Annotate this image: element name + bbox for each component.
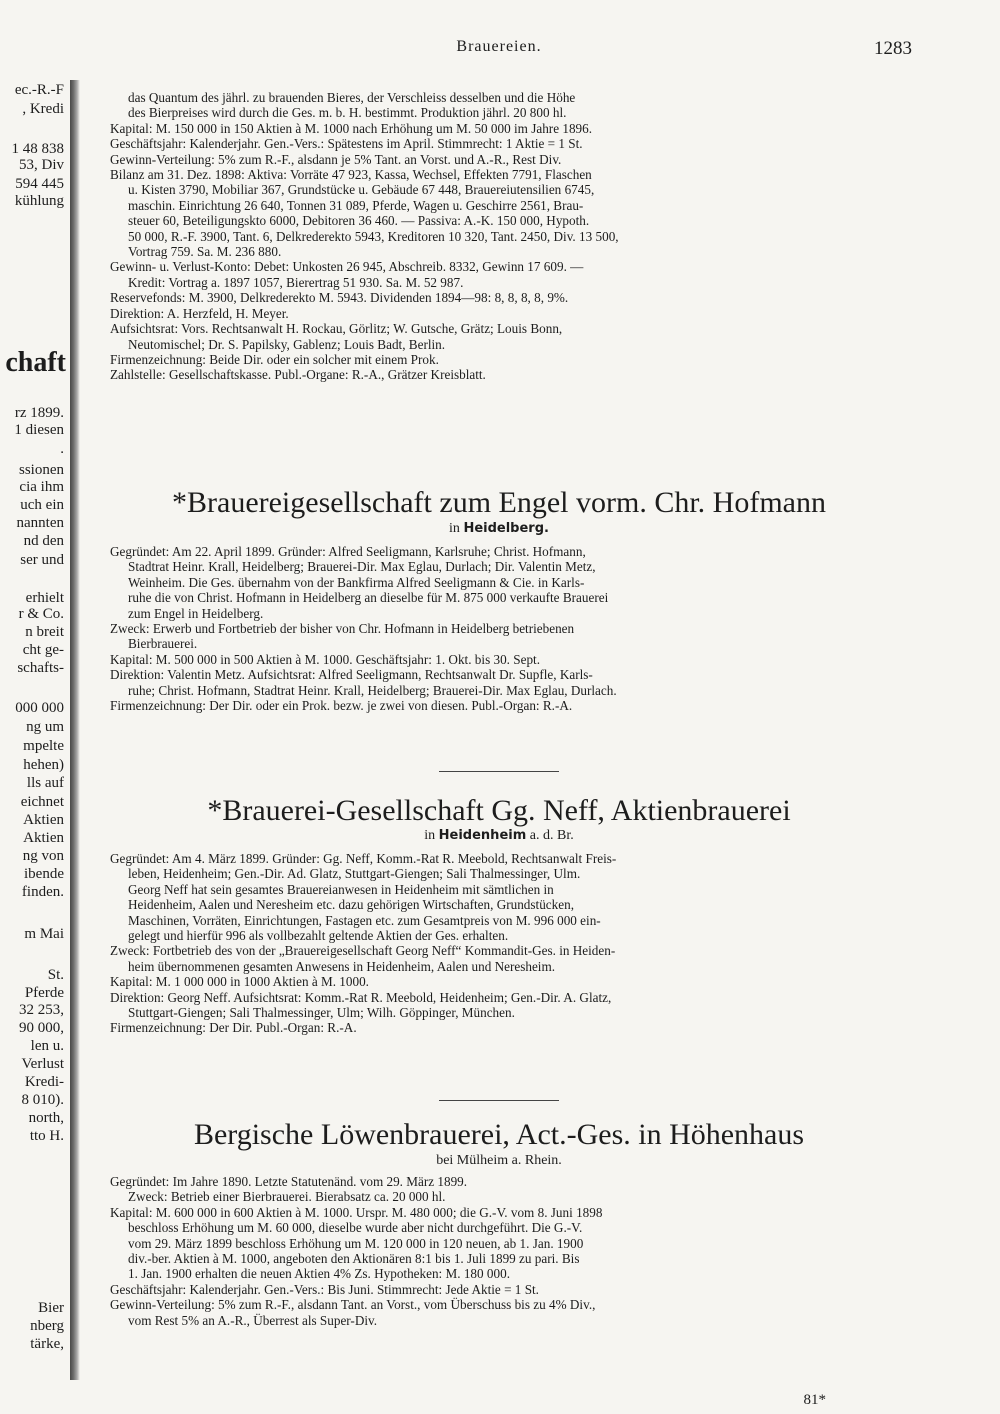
text-line: 50 000, R.-F. 3900, Tant. 6, Delkrederekto 5943, Kreditoren 10 320, Tant. 2450, Div. 13 500, [128, 228, 619, 244]
location-neff: in Heidenheim a. d. Br. [424, 828, 574, 843]
margin-fragment: ec.-R.-F [14, 82, 64, 98]
margin-fragment: St. [47, 967, 64, 983]
text-line: 1. Jan. 1900 erhalten die neuen Aktien 4% Zs. Hypotheken: M. 180 000. [128, 1266, 510, 1282]
binding-gutter [70, 80, 80, 1380]
text-line: Neutomischel; Dr. S. Papilsky, Gablenz; Louis Badt, Berlin. [128, 336, 446, 352]
running-head-title: Brauereien. [456, 38, 542, 55]
margin-fragment: n breit [25, 624, 64, 640]
text-line: Heidenheim, Aalen und Neresheim etc. dazu gehörigen Wirtschaften, Grundstücken, [128, 897, 574, 913]
margin-fragment: ng um [26, 719, 64, 735]
margin-fragment: kühlung [14, 193, 64, 209]
section-bergische-body [110, 1174, 906, 1328]
text-line: Zweck: Fortbetrieb des von der „Brauereigesellschaft Georg Neff“ Kommandit-Ges. in Heiden- [110, 943, 616, 959]
location-engel: in Heidelberg. [449, 521, 549, 536]
margin-fragment: rz 1899. [14, 405, 64, 421]
text-line: vom Rest 5% an A.-R., Überrest als Super-Div. [128, 1312, 378, 1328]
text-line: Gewinn-Verteilung: 5% zum R.-F., alsdann je 5% Tant. an Vorst. und A.-R., Rest Div. [110, 151, 562, 167]
text-line: Maschinen, Vorräten, Einrichtungen, Fastagen etc. zum Gesamtpreis von M. 996 000 ein- [128, 912, 601, 928]
text-line: Firmenzeichnung: Beide Dir. oder ein solcher mit einem Prok. [110, 351, 439, 367]
text-line: Aufsichtsrat: Vors. Rechtsanwalt H. Rockau, Görlitz; W. Gutsche, Grätz; Louis Bonn, [110, 321, 563, 337]
location-bergische: bei Mülheim a. Rhein. [436, 1153, 562, 1168]
margin-fragment: Kredi- [24, 1074, 64, 1090]
text-line: Gegründet: Am 4. März 1899. Gründer: Gg. Neff, Komm.-Rat R. Meebold, Rechtsanwalt Freis- [110, 851, 617, 866]
signature-mark: 81* [803, 1392, 826, 1408]
margin-fragment: 53, Div [19, 157, 64, 173]
margin-fragment: . [60, 441, 64, 457]
text-line: Stadtrat Heinr. Krall, Heidelberg; Brauerei-Dir. Max Eglau, Durlach; Dir. Valentin Metz, [128, 559, 596, 575]
text-line: Georg Neff hat sein gesamtes Brauereianwesen in Heidenheim mit sämtlichen in [128, 881, 554, 897]
text-line: Vortrag 759. Sa. M. 236 880. [128, 244, 282, 260]
margin-fragment: erhielt [25, 590, 64, 606]
margin-fragment: ng von [22, 848, 64, 864]
text-line: Firmenzeichnung: Der Dir. oder ein Prok. bezw. je zwei von diesen. Publ.-Organ: R.-A. [110, 698, 573, 714]
margin-fragment: Aktien [23, 812, 64, 828]
text-line: Firmenzeichnung: Der Dir. Publ.-Organ: R.-A. [110, 1020, 357, 1036]
section-divider [439, 771, 559, 772]
text-line: Kapital: M. 600 000 in 600 Aktien à M. 1000. Urspr. M. 480 000; die G.-V. vom 8. Juni 1898 [110, 1204, 603, 1220]
text-line: Weinheim. Die Ges. übernahm von der Bankfirma Alfred Seeligmann & Cie. in Karls- [128, 574, 585, 590]
text-line: zum Engel in Heidelberg. [128, 605, 264, 621]
margin-fragment: chaft [5, 347, 66, 378]
text-line: des Bierpreises wird durch die Ges. m. b. H. bestimmt. Produktion jährl. 20 800 hl. [128, 105, 567, 121]
margin-fragment: 594 445 [15, 176, 64, 192]
margin-fragment: cht ge- [22, 642, 64, 658]
text-line: div.-ber. Aktien à M. 1000, angeboten den Aktionären 8:1 bis 1. Juli 1899 zu pari. Bis [128, 1251, 580, 1267]
margin-fragment: tto H. [29, 1128, 64, 1144]
section-engel-body [110, 544, 906, 713]
text-line: gelegt und hierfür 996 als vollbezahlt geltende Aktien der Ges. erhalten. [128, 928, 509, 944]
margin-fragment: uch ein [20, 497, 64, 513]
text-line: Kapital: M. 1 000 000 in 1000 Aktien à M. 1000. [110, 974, 369, 990]
text-line: Direktion: Georg Neff. Aufsichtsrat: Komm.-Rat R. Meebold, Heidenheim; Gen.-Dir. A. Glatz, [110, 989, 612, 1005]
margin-fragment: mpelte [23, 738, 64, 754]
text-line: Gegründet: Im Jahre 1890. Letzte Statutenänd. vom 29. März 1899. [110, 1174, 468, 1189]
margin-fragment: r & Co. [18, 606, 64, 622]
margin-fragment: 8 010). [21, 1092, 64, 1108]
section-neff-body [110, 851, 906, 1036]
margin-fragment: ser und [20, 552, 64, 568]
text-line: Zweck: Erwerb und Fortbetrieb der bisher von Chr. Hofmann in Heidelberg betriebenen [110, 621, 575, 637]
section-continued [110, 90, 906, 383]
text-line: maschin. Einrichtung 26 640, Tonnen 31 089, Pferde, Wagen u. Geschirre 2561, Brau- [128, 197, 584, 213]
margin-fragment: nannten [16, 515, 64, 531]
text-line: u. Kisten 3790, Mobiliar 367, Grundstücke u. Gebäude 67 448, Brauereiutensilien 6745, [128, 182, 595, 198]
heading-bergische: Bergische Löwenbrauerei, Act.-Ges. in Höhenhaus [193, 1118, 805, 1151]
text-line: beschloss Erhöhung um M. 60 000, dieselbe wurde aber nicht durchgeführt. Die G.-V. [128, 1220, 583, 1236]
margin-fragment: eichnet [20, 794, 64, 810]
text-line: Direktion: A. Herzfeld, H. Meyer. [110, 305, 289, 321]
text-line: steuer 60, Beteiligungskto 6000, Debitoren 36 460. — Passiva: A.-K. 150 000, Hypoth. [128, 213, 590, 229]
left-page-fragment [0, 0, 68, 1414]
margin-fragment: schafts- [17, 660, 64, 676]
page-number: 1283 [874, 38, 912, 59]
margin-fragment: lls auf [26, 775, 64, 791]
margin-fragment: ibende [24, 866, 64, 882]
text-line: Kapital: M. 150 000 in 150 Aktien à M. 1000 nach Erhöhung um M. 50 000 im Jahre 1896. [110, 120, 593, 136]
margin-fragment: len u. [30, 1038, 64, 1054]
text-line: Reservefonds: M. 3900, Delkrederekto M. 5943. Dividenden 1894—98: 8, 8, 8, 8, 9%. [110, 290, 569, 306]
text-line: Zweck: Betrieb einer Bierbrauerei. Bierabsatz ca. 20 000 hl. [128, 1189, 446, 1205]
margin-fragment: finden. [21, 884, 64, 900]
text-line: ruhe die von Christ. Hofmann in Heidelberg an dieselbe für M. 875 000 verkaufte Brauerei [128, 590, 609, 606]
text-line: Gewinn- u. Verlust-Konto: Debet: Unkosten 26 945, Abschreib. 8332, Gewinn 17 609. — [110, 259, 584, 275]
text-line: Zahlstelle: Gesellschaftskasse. Publ.-Organe: R.-A., Grätzer Kreisblatt. [110, 367, 486, 383]
margin-fragment: 000 000 [15, 700, 64, 716]
text-line: Bierbrauerei. [128, 636, 198, 652]
text-line: Stuttgart-Giengen; Sali Thalmessinger, Ulm; Wilh. Göppinger, München. [128, 1005, 515, 1021]
text-line: Direktion: Valentin Metz. Aufsichtsrat: Alfred Seeligmann, Rechtsanwalt Dr. Supfle, Karls- [110, 667, 593, 683]
margin-fragment: Pferde [24, 985, 64, 1001]
margin-fragment: 90 000, [19, 1020, 64, 1036]
text-line: ruhe; Christ. Hofmann, Stadtrat Heinr. Krall, Heidelberg; Brauerei-Dir. Max Eglau, Durlach. [128, 682, 617, 698]
margin-fragment: nberg [30, 1318, 64, 1334]
heading-engel: *Brauereigesellschaft zum Engel vorm. Chr. Hofmann [172, 486, 826, 519]
margin-fragment: Bier [38, 1300, 64, 1316]
margin-fragment: ssionen [19, 462, 64, 478]
margin-fragment: nd den [23, 533, 64, 549]
text-line: Kapital: M. 500 000 in 500 Aktien à M. 1000. Geschäftsjahr: 1. Okt. bis 30. Sept. [110, 651, 541, 667]
margin-fragment: 32 253, [19, 1002, 64, 1018]
margin-fragment: tärke, [30, 1336, 64, 1352]
text-line: Bilanz am 31. Dez. 1898: Aktiva: Vorräte 47 923, Kassa, Wechsel, Effekten 7791, Flaschen [110, 167, 592, 183]
margin-fragment: 1 diesen [14, 422, 64, 438]
text-line: leben, Heidenheim; Gen.-Dir. Ad. Glatz, Stuttgart-Giengen; Sali Thalmessinger, Ulm. [128, 866, 581, 882]
running-head [86, 38, 912, 60]
margin-fragment: hehen) [23, 757, 64, 773]
text-line: vom 29. März 1899 beschloss Erhöhung um M. 120 000 in 120 neuen, ab 1. Jan. 1900 [128, 1235, 584, 1251]
text-line: das Quantum des jährl. zu brauenden Bieres, der Verschleiss desselben und die Höhe [128, 90, 576, 105]
text-line: heim übernommenen gesamten Anwesens in Heidenheim, Aalen und Neresheim. [128, 958, 556, 974]
text-line: Gegründet: Am 22. April 1899. Gründer: Alfred Seeligmann, Karlsruhe; Christ. Hofmann, [110, 544, 586, 559]
margin-fragment: cia ihm [19, 479, 64, 495]
text-line: Gewinn-Verteilung: 5% zum R.-F., alsdann Tant. an Vorst., vom Überschuss bis zu 4% Div., [110, 1297, 596, 1313]
margin-fragment: north, [28, 1110, 64, 1126]
text-line: Geschäftsjahr: Kalenderjahr. Gen.-Vers.: Bis Juni. Stimmrecht: Jede Aktie = 1 St. [110, 1281, 539, 1297]
margin-fragment: , Kredi [22, 101, 64, 117]
heading-neff: *Brauerei-Gesellschaft Gg. Neff, Aktienbrauerei [207, 794, 791, 827]
margin-fragment: Aktien [23, 830, 64, 846]
margin-fragment: Verlust [21, 1056, 64, 1072]
text-line: Geschäftsjahr: Kalenderjahr. Gen.-Vers.: Spätestens im April. Stimmrecht: 1 Aktie = 1 St. [110, 136, 583, 152]
margin-fragment: m Mai [24, 926, 64, 942]
text-line: Kredit: Vortrag a. 1897 1057, Bierertrag 51 930. Sa. M. 52 987. [128, 274, 464, 290]
section-divider [439, 1100, 559, 1101]
margin-fragment: 1 48 838 [11, 141, 64, 157]
page [86, 0, 912, 1414]
